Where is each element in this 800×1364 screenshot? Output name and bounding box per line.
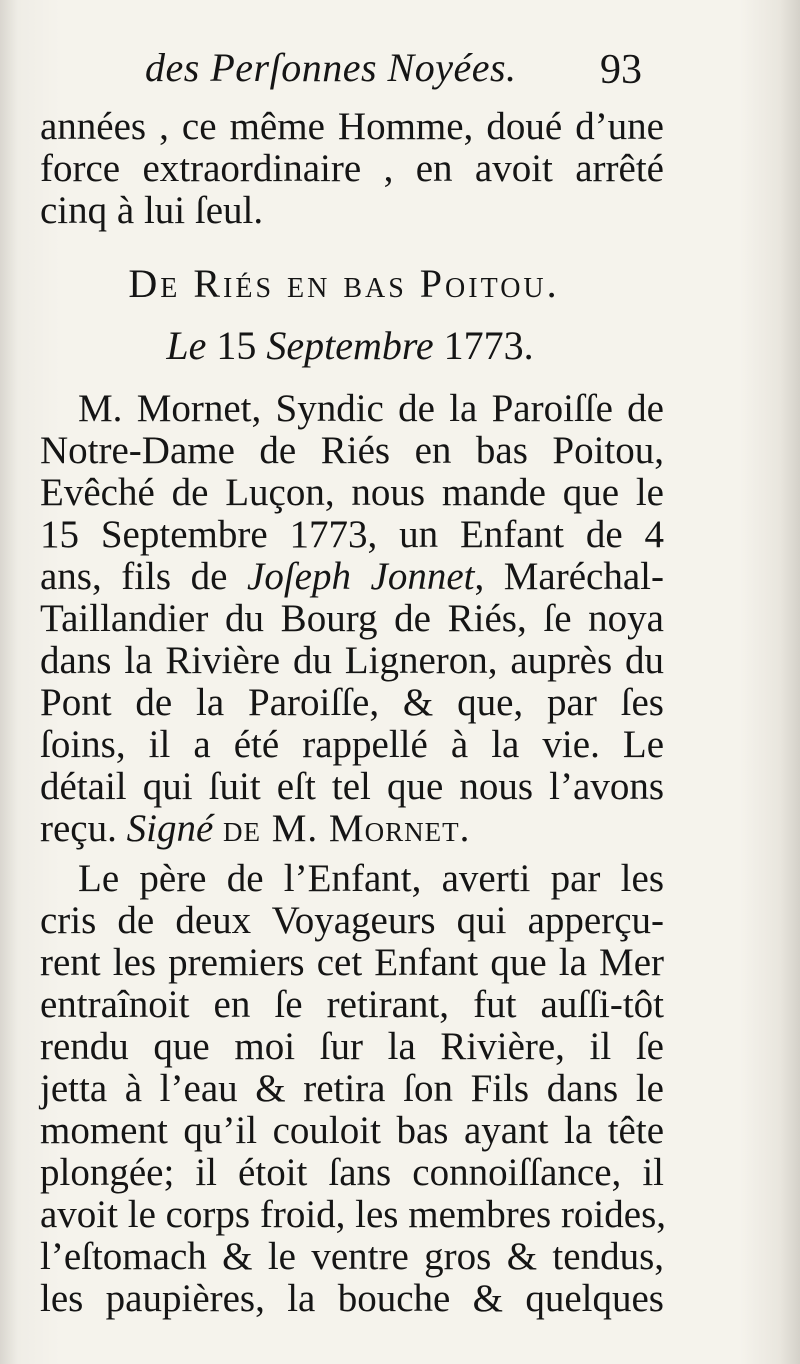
section-heading: De Riés en bas Poitou. [128, 261, 560, 306]
text-fragment: ans, fils de [40, 555, 228, 598]
text-line: les paupières, la bouche & quelques [40, 1277, 664, 1320]
dateline-day: 15 [216, 323, 257, 368]
text-line: M. Mornet, Syndic de la Paroiſſe de [78, 387, 664, 430]
person-name: Joſeph Jonnet [247, 555, 475, 598]
text-fragment: , Maréchal- [474, 555, 664, 598]
text-line-with-name [40, 554, 664, 600]
text-line: Pont de la Paroiſſe, & que, par ſes [40, 681, 664, 724]
text-line: cinq à lui ſeul. [40, 189, 264, 232]
text-line: Evêché de Luçon, nous mande que le [40, 471, 664, 514]
dateline-month: Septembre [266, 323, 434, 368]
text-line: Le père de l’Enfant, averti par les [78, 857, 664, 900]
text-line: Taillandier du Bourg de Riés, ſe noya [40, 597, 664, 640]
text-line: 15 Septembre 1773, un Enfant de 4 [40, 513, 664, 556]
text-line: années , ce même Homme, doué d’une [40, 105, 664, 148]
text-line: jetta à l’eau & retira ſon Fils dans le [40, 1067, 664, 1110]
signed-label: Signé [126, 807, 214, 850]
signature-line [40, 806, 664, 852]
text-line: l’eſtomach & le ventre gros & tendus, [40, 1235, 664, 1278]
text-line: dans la Rivière du Ligneron, auprès du [40, 639, 664, 682]
dateline [150, 322, 550, 369]
text-line: ſoins, il a été rappellé à la vie. Le [40, 723, 664, 766]
text-line: avoit le corps froid, les membres roides, [40, 1193, 666, 1236]
text-line: force extraordinaire , en avoit arrêté [40, 147, 664, 190]
signed-by: de M. Mornet. [223, 807, 471, 850]
running-title: des Perſonnes Noyées. [145, 45, 517, 90]
dateline-prefix: Le [166, 323, 207, 368]
text-line: Notre-Dame de Riés en bas Poitou, [40, 429, 664, 472]
text-fragment: reçu. [40, 807, 117, 850]
text-line: entraînoit en ſe retirant, fut auſſi-tôt [40, 983, 664, 1026]
text-line: rent les premiers cet Enfant que la Mer [40, 941, 664, 984]
running-head [0, 44, 800, 104]
text-line: rendu que moi ſur la Rivière, il ſe [40, 1025, 664, 1068]
text-line: cris de deux Voyageurs qui apperçu- [40, 899, 664, 942]
text-line: plongée; il étoit ſans connoiſſance, il [40, 1151, 664, 1194]
text-line: moment qu’il couloit bas ayant la tête [40, 1109, 664, 1152]
page-number: 93 [600, 47, 642, 93]
text-line: détail qui ſuit eſt tel que nous l’avons [40, 765, 664, 808]
dateline-year: 1773. [443, 323, 534, 368]
